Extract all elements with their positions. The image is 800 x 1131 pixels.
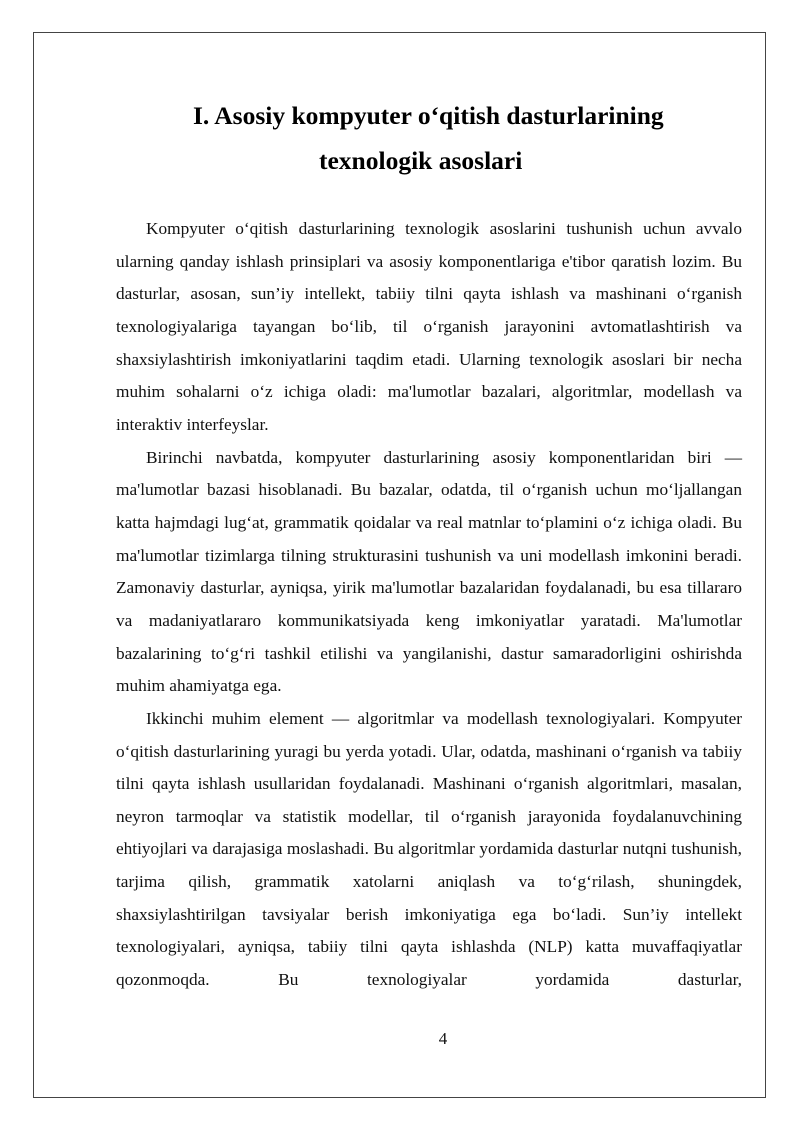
body-text [116,213,742,997]
paragraph-1: Kompyuter o‘qitish dasturlarining texnologik asoslarini tushunish uchun avvalo ularning qanday ishlash prinsiplari va asosiy komponentlariga e'tibor qaratish lozim. Bu dasturlar, asosan, sun’iy intellekt, tabiiy tilni qayta ishlash va mashinani o‘rganish texnologiyalariga tayangan bo‘lib, til o‘rganish jarayonini avtomatlashtirish va shaxsiylashtirish imkoniyatlarini taqdim etadi. Ularning texnologik asoslari bir necha muhim sohalarni o‘z ichiga oladi: ma'lumotlar bazalari, algoritmlar, modellash va interaktiv interfeyslar. [116,219,742,434]
page-number: 4 [438,1029,448,1048]
paragraph-3: Ikkinchi muhim element — algoritmlar va modellash texnologiyalari. Kompyuter o‘qitish dasturlarining yuragi bu yerda yotadi. Ular, odatda, mashinani o‘rganish va tabiiy tilni qayta ishlash usullaridan foydalanadi. Mashinani o‘rganish algoritmlari, masalan, neyron tarmoqlar va statistik modellar, til o‘rganish jarayonida foydalanuvchining ehtiyojlari va darajasiga moslashadi. Bu algoritmlar yordamida dasturlar nutqni tushunish, tarjima qilish, grammatik xatolarni aniqlash va to‘g‘rilash, shuningdek, shaxsiylashtirilgan tavsiyalar berish imkoniyatiga ega bo‘ladi. Sun’iy intellekt texnologiyalari, ayniqsa, tabiiy tilni qayta ishlashda (NLP) katta muvaffaqiyatlar qozonmoqda. Bu texnologiyalar yordamida dasturlar, [116,708,742,990]
paragraph-2: Birinchi navbatda, kompyuter dasturlarining asosiy komponentlaridan biri — ma'lumotlar bazasi hisoblanadi. Bu bazalar, odatda, til o‘rganish uchun mo‘ljallangan katta hajmdagi lug‘at, grammatik qoidalar va real matnlar to‘plamini o‘z ichiga oladi. Bu ma'lumotlar tizimlarga tilning strukturasini tushunish va uni modellash imkonini beradi. Zamonaviy dasturlar, ayniqsa, yirik ma'lumotlar bazalaridan foydalanadi, bu esa tillararo va madaniyatlararo kommunikatsiyada keng imkoniyatlar yaratadi. Ma'lumotlar bazalarining to‘g‘ri tashkil etilishi va yangilanishi, dastur samaradorligini oshirishda muhim ahamiyatga ega. [116,447,742,696]
section-heading-line-1: I. Asosiy kompyuter o‘qitish dasturlarining [193,101,664,130]
section-heading-line-2: texnologik asoslari [319,146,523,175]
